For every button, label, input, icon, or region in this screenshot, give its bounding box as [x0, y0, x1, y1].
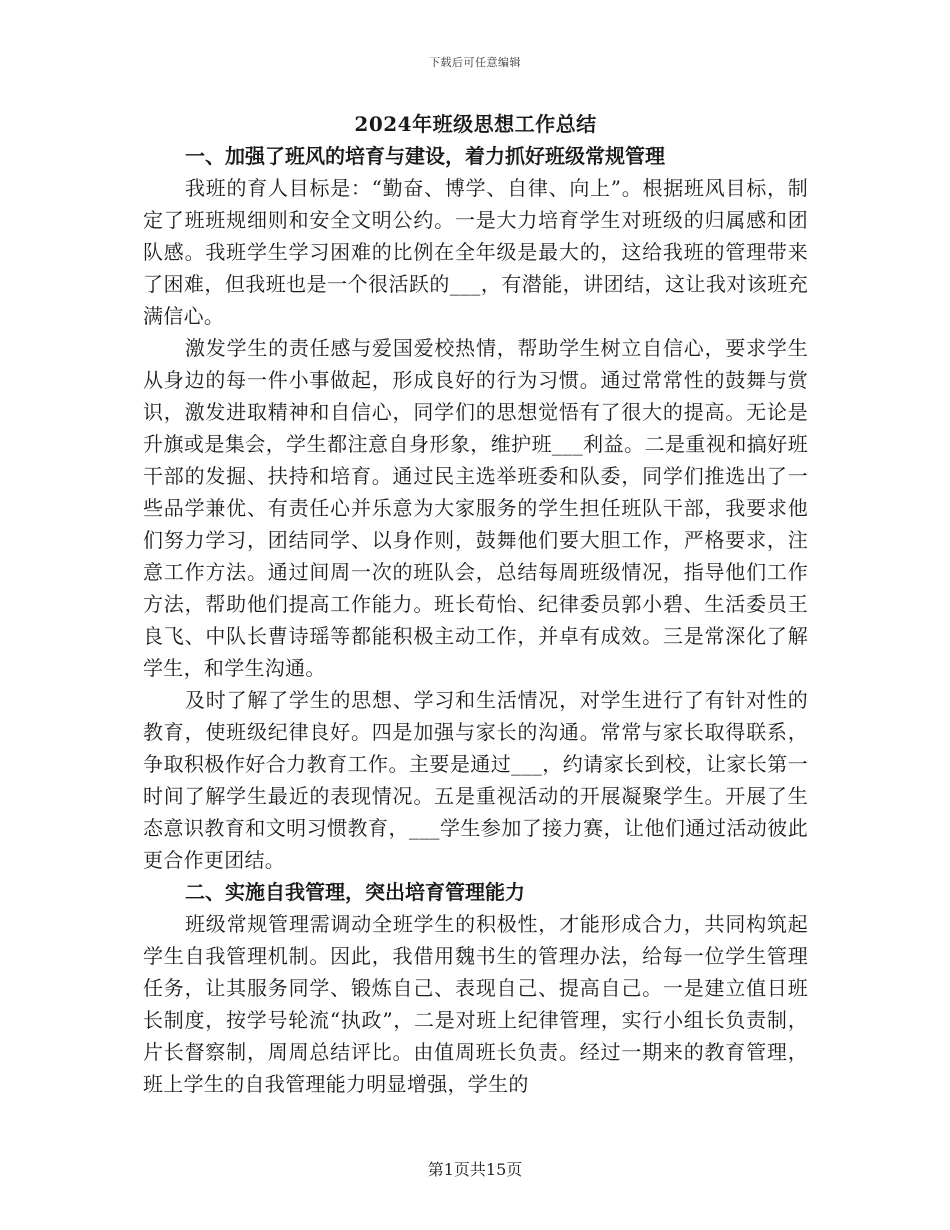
header-note: 下载后可任意编辑	[429, 56, 521, 69]
paragraph: 激发学生的责任感与爱国爱校热情，帮助学生树立自信心，要求学生从身边的每一件小事做起，形成良好的行为习惯。通过常常性的鼓舞与赏识，激发进取精神和自信心，同学们的思想觉悟有了很大的提高。无论是升旗或是集会，学生都注意自身形象，维护班___利益。二是重视和搞好班干部的发掘、扶持和培育。通过民主选举班委和队委，同学们推选出了一些品学兼优、有责任心并乐意为大家服务的学生担任班队干部，我要求他们努力学习，团结同学、以身作则，鼓舞他们要大胆工作，严格要求，注意工作方法。通过间周一次的班队会，总结每周班级情况，指导他们工作方法，帮助他们提高工作能力。班长荀怡、纪律委员郭小碧、生活委员王良飞、中队长曹诗瑶等都能积极主动工作，并卓有成效。三是常深化了解学生，和学生沟通。	[143, 336, 808, 680]
section-heading-1: 一、加强了班风的培育与建设，着力抓好班级常规管理	[185, 144, 665, 168]
document-title: 2024年班级思想工作总结	[354, 112, 597, 136]
paragraph: 及时了解了学生的思想、学习和生活情况，对学生进行了有针对性的教育，使班级纪律良好。四是加强与家长的沟通。常常与家长取得联系，争取积极作好合力教育工作。主要是通过___，约请家长到校，让家长第一时间了解学生最近的表现情况。五是重视活动的开展凝聚学生。开展了生态意识教育和文明习惯教育，___学生参加了接力赛，让他们通过活动彼此更合作更团结。	[143, 688, 808, 872]
paragraph: 班级常规管理需调动全班学生的积极性，才能形成合力，共同构筑起学生自我管理机制。因此，我借用魏书生的管理办法，给每一位学生管理任务，让其服务同学、锻炼自己、表现自己、提高自己。一是建立值日班长制度，按学号轮流“执政”，二是对班上纪律管理，实行小组长负责制，片长督察制，周周总结评比。由值周班长负责。经过一期来的教育管理，班上学生的自我管理能力明显增强，学生的	[143, 912, 808, 1096]
page-number: 第1页共15页	[427, 1160, 523, 1179]
section-heading-2: 二、实施自我管理，突出培育管理能力	[185, 880, 525, 904]
paragraph: 我班的育人目标是：“勤奋、博学、自律、向上”。根据班风目标，制定了班班规细则和安全文明公约。一是大力培育学生对班级的归属感和团队感。我班学生学习困难的比例在全年级是最大的，这给我班的管理带来了困难，但我班也是一个很活跃的___，有潜能，讲团结，这让我对该班充满信心。	[143, 176, 808, 328]
document-body	[143, 108, 808, 1100]
